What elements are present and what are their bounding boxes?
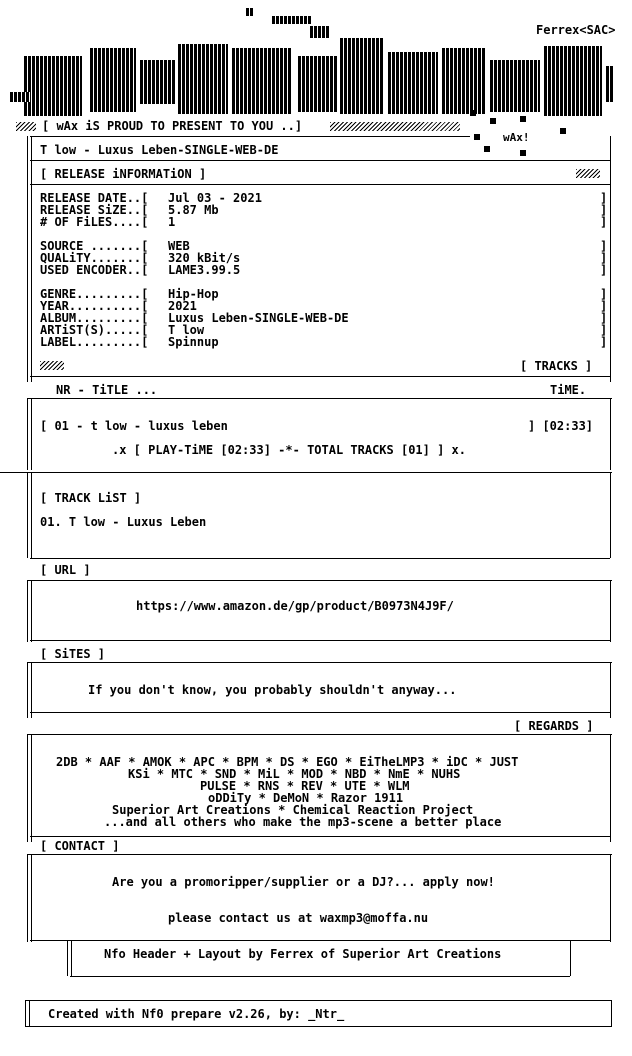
wax-tag: wAx!	[503, 131, 530, 144]
right-border	[610, 136, 611, 382]
info-value: 1	[168, 215, 176, 229]
info-label: YEAR..........[	[40, 299, 149, 313]
logo-block	[298, 56, 338, 112]
divider	[30, 160, 610, 161]
logo-dot	[520, 150, 526, 156]
sites-heading: [ SiTES ]	[40, 647, 106, 661]
info-value: Luxus Leben-SINGLE-WEB-DE	[168, 311, 349, 325]
divider	[30, 940, 610, 941]
logo-block	[232, 48, 292, 114]
track-title-column: NR - TiTLE ...	[56, 383, 158, 397]
info-value: 5.87 Mb	[168, 203, 219, 217]
regards-line: Superior Art Creations * Chemical Reaction Project	[112, 803, 474, 817]
info-bracket: ]	[600, 299, 608, 313]
info-bracket: ]	[600, 239, 608, 253]
info-label: LABEL.........[	[40, 335, 149, 349]
info-value: 320 kBit/s	[168, 251, 241, 265]
divider	[30, 184, 610, 185]
info-value: T low	[168, 323, 205, 337]
tracklist-item: 01. T low - Luxus Leben	[40, 515, 207, 529]
regards-line: oDDiTy * DeMoN * Razor 1911	[208, 791, 404, 805]
logo-block	[606, 66, 614, 102]
info-bracket: ]	[600, 263, 608, 277]
divider	[28, 734, 612, 735]
left-border	[27, 854, 32, 942]
tracklist-heading: [ TRACK LiST ]	[40, 491, 142, 505]
right-border	[610, 854, 611, 942]
contact-heading: [ CONTACT ]	[40, 839, 120, 853]
info-label: RELEASE DATE..[	[40, 191, 149, 205]
regards-heading: [ REGARDS ]	[514, 719, 594, 733]
left-border	[27, 662, 32, 718]
info-label: GENRE.........[	[40, 287, 149, 301]
logo-block	[544, 46, 602, 116]
divider	[26, 1026, 612, 1027]
info-bracket: ]	[600, 191, 608, 205]
divider	[30, 640, 610, 641]
release-title: T low - Luxus Leben-SINGLE-WEB-DE	[40, 143, 279, 157]
left-border	[27, 136, 32, 382]
divider	[28, 854, 612, 855]
sites-text: If you don't know, you probably shouldn't anyway...	[88, 683, 457, 697]
ascii-logo	[10, 8, 615, 116]
info-value: LAME3.99.5	[168, 263, 241, 277]
info-bracket: ]	[600, 323, 608, 337]
right-border	[610, 398, 611, 470]
regards-line: 2DB * AAF * AMOK * APC * BPM * DS * EGO * EiTheLMP3 * iDC * JUST	[56, 755, 519, 769]
logo-dot	[520, 116, 526, 122]
release-url-link[interactable]: https://www.amazon.de/gp/product/B0973N4J9F/	[136, 599, 454, 613]
info-bracket: ]	[600, 215, 608, 229]
info-bracket: ]	[600, 287, 608, 301]
right-border	[610, 662, 611, 718]
logo-block	[90, 48, 136, 112]
logo-block	[178, 44, 228, 114]
contact-apply-text: Are you a promoripper/supplier or a DJ?... apply now!	[112, 875, 495, 889]
right-border	[570, 940, 571, 976]
logo-dot	[470, 110, 476, 116]
layout-credit: Nfo Header + Layout by Ferrex of Superior Art Creations	[104, 947, 502, 961]
info-label: RELEASE SiZE..[	[40, 203, 149, 217]
logo-dot	[490, 118, 496, 124]
hatch-decoration	[16, 122, 36, 131]
left-border	[27, 472, 32, 558]
divider	[30, 836, 610, 837]
playtime-summary: .x [ PLAY-TiME [02:33] -*- TOTAL TRACKS [01] ] x.	[112, 443, 467, 457]
logo-block	[340, 38, 384, 114]
logo-block	[140, 60, 176, 104]
info-label: QUALiTY.......[	[40, 251, 149, 265]
logo-block	[310, 26, 330, 38]
logo-block	[442, 48, 486, 114]
regards-line: KSi * MTC * SND * MiL * MOD * NBD * NmE * NUHS	[128, 767, 461, 781]
logo-block	[388, 52, 438, 114]
divider	[0, 472, 612, 473]
divider	[30, 558, 610, 559]
logo-block	[24, 56, 82, 116]
hatch-decoration	[576, 169, 600, 178]
left-border	[27, 580, 32, 642]
track-entry: [ 01 - t low - luxus leben	[40, 419, 228, 433]
release-info-heading: [ RELEASE iNFORMATiON ]	[40, 167, 207, 181]
right-border	[610, 472, 611, 558]
regards-line: ...and all others who make the mp3-scene a better place	[104, 815, 502, 829]
right-border	[610, 734, 611, 842]
info-value: Hip-Hop	[168, 287, 219, 301]
regards-line: PULSE * RNS * REV * UTE * WLM	[200, 779, 410, 793]
divider	[30, 136, 470, 137]
info-label: ALBUM.........[	[40, 311, 149, 325]
created-with-text: Created with Nf0 prepare v2.26, by: _Ntr_	[48, 1007, 345, 1021]
info-label: # OF FiLES....[	[40, 215, 149, 229]
hatch-decoration	[40, 361, 64, 370]
divider	[70, 976, 570, 977]
info-value: 2021	[168, 299, 197, 313]
left-border	[25, 1000, 30, 1027]
track-time-column: TiME.	[550, 383, 587, 397]
logo-block	[246, 8, 254, 16]
hatch-decoration	[330, 122, 460, 131]
url-heading: [ URL ]	[40, 563, 91, 577]
info-bracket: ]	[600, 335, 608, 349]
info-bracket: ]	[600, 251, 608, 265]
logo-dot	[560, 128, 566, 134]
info-value: Jul 03 - 2021	[168, 191, 262, 205]
logo-block	[10, 92, 30, 102]
logo-block	[490, 60, 540, 112]
divider	[30, 376, 610, 377]
logo-dot	[474, 134, 480, 140]
tracks-heading: [ TRACKS ]	[520, 359, 593, 373]
info-label: ARTiST(S).....[	[40, 323, 149, 337]
track-entry-time: ] [02:33]	[528, 419, 594, 433]
info-value: Spinnup	[168, 335, 219, 349]
logo-block	[272, 16, 312, 24]
info-bracket: ]	[600, 203, 608, 217]
info-bracket: ]	[600, 311, 608, 325]
divider	[28, 398, 612, 399]
divider	[28, 662, 612, 663]
logo-dot	[484, 146, 490, 152]
divider	[30, 712, 610, 713]
right-border	[610, 580, 611, 642]
present-banner: [ wAx iS PROUD TO PRESENT TO YOU ..]	[42, 119, 303, 133]
divider	[26, 1000, 612, 1001]
right-border	[611, 1000, 612, 1027]
info-value: WEB	[168, 239, 190, 253]
left-border	[67, 940, 72, 976]
info-label: USED ENCODER..[	[40, 263, 149, 277]
left-border	[27, 398, 32, 470]
info-label: SOURCE .......[	[40, 239, 149, 253]
left-border	[27, 734, 32, 842]
contact-email-text: please contact us at waxmp3@moffa.nu	[168, 911, 429, 925]
divider	[28, 580, 612, 581]
ascii-credit: Ferrex<SAC>	[536, 23, 616, 37]
